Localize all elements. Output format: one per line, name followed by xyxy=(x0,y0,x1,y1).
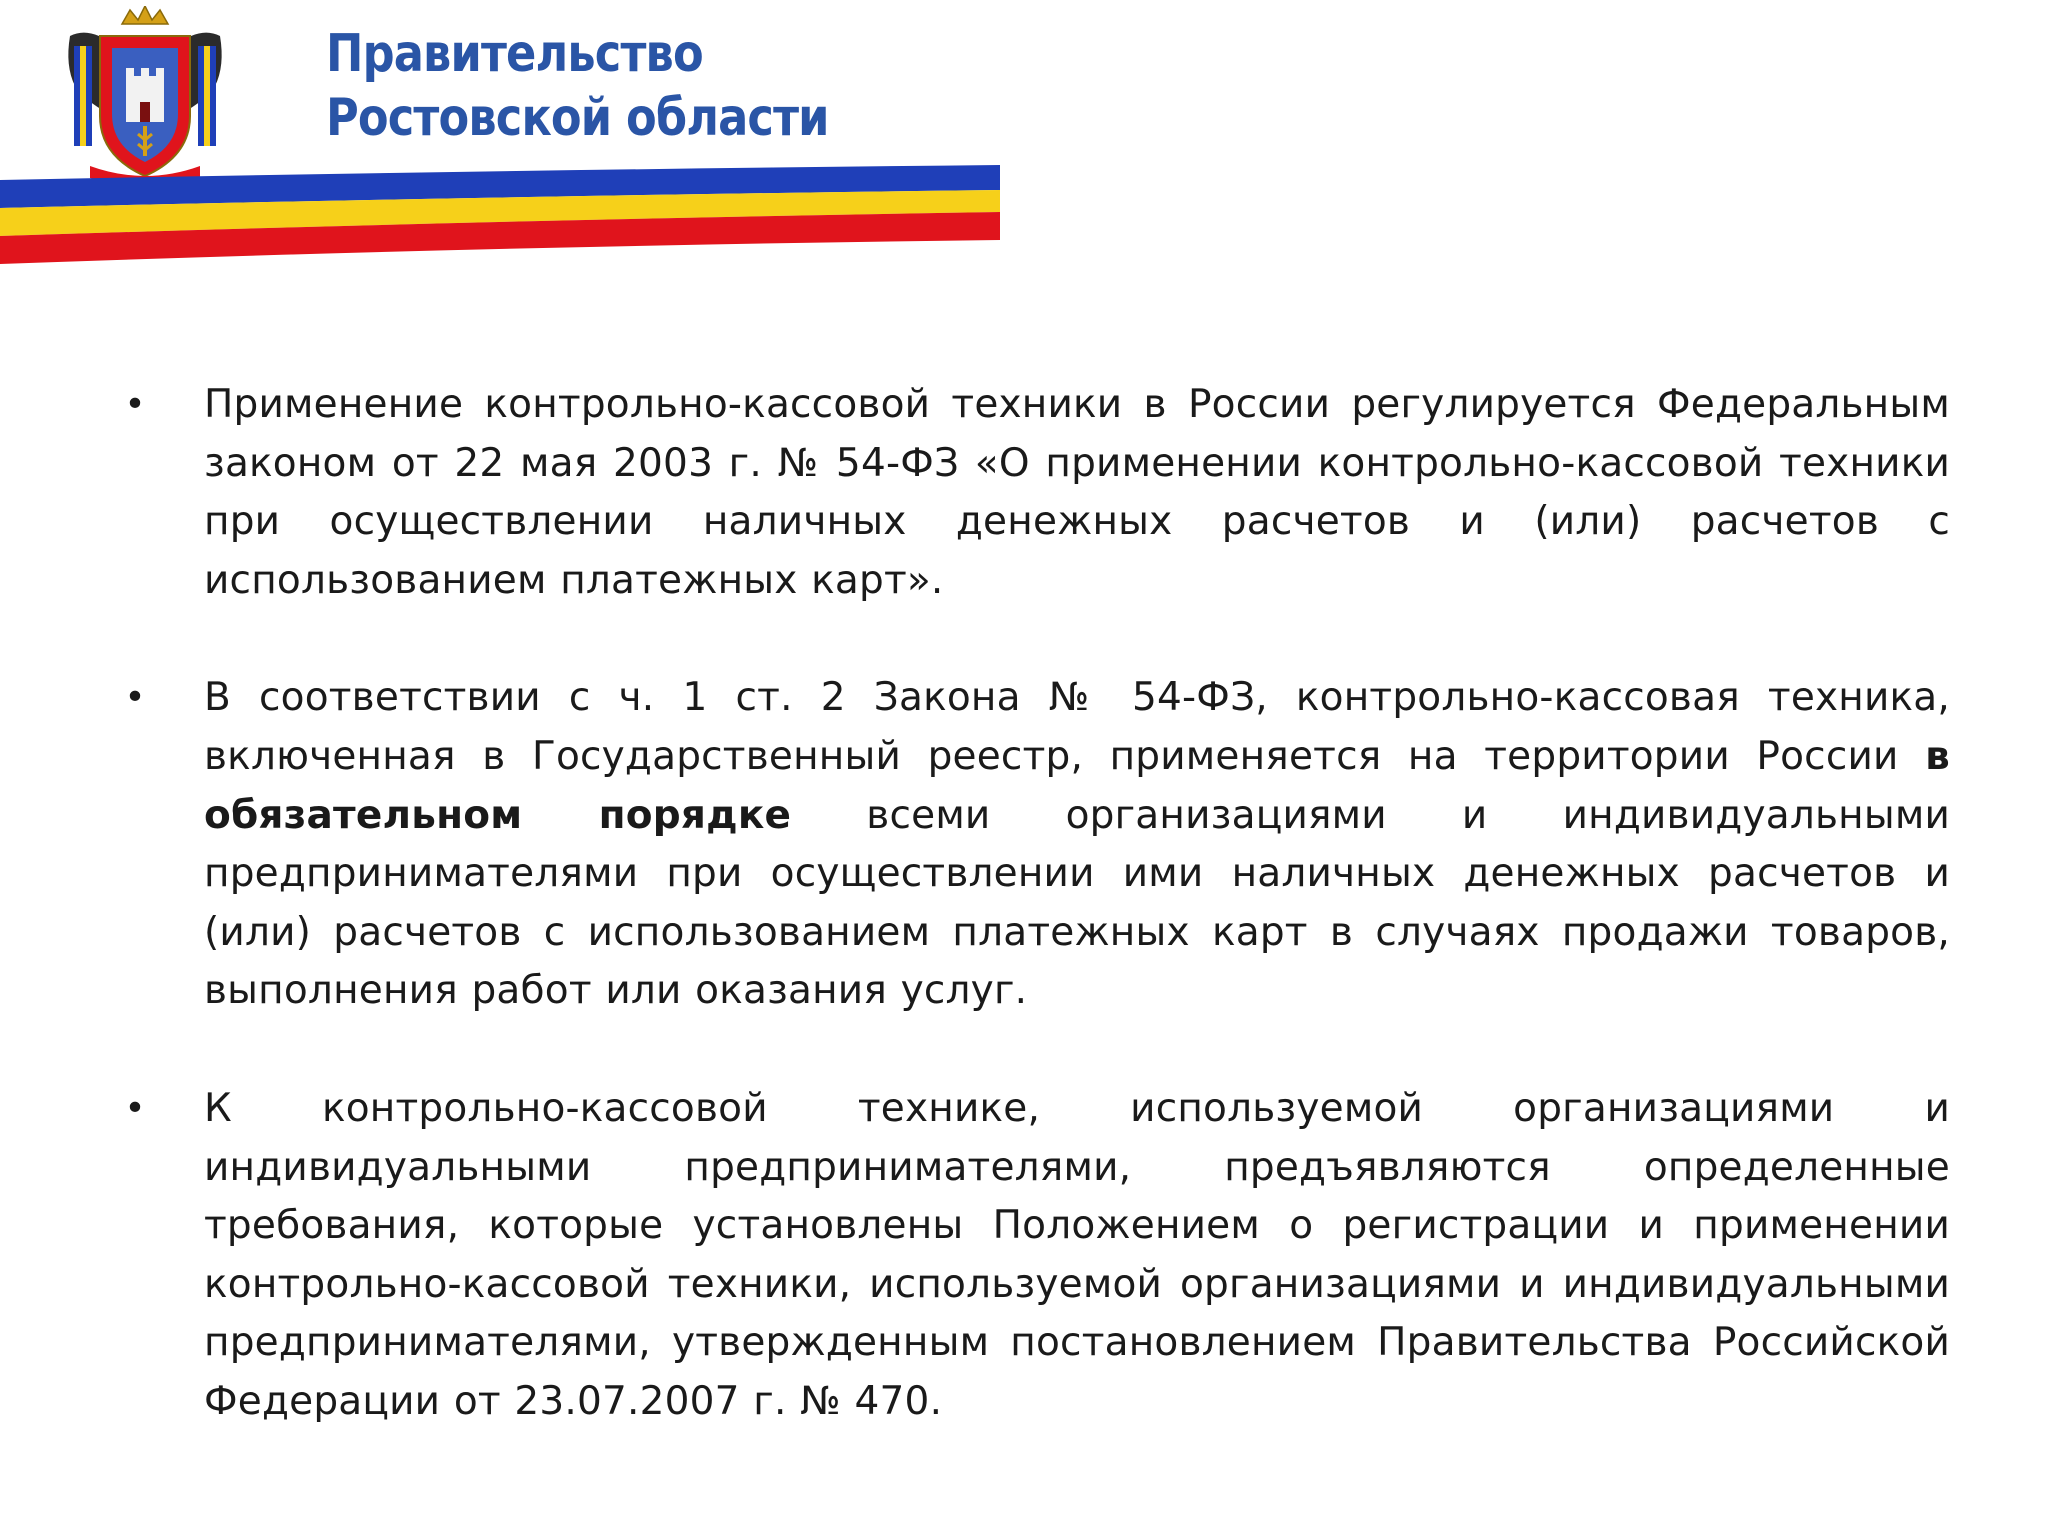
paragraph-text: К контрольно-кассовой технике, используемой организациями и индивидуальными предпринимателями, предъявляются определенные требования, которые установлены Положением о регистрации и применении контрольно-кассовой техники, используемой организациями и индивидуальными предпринимателями, утвержденным постановлением Правительства Российской Федерации от 23.07.2007 г. № 470. xyxy=(204,1085,1950,1424)
government-title-line2: Ростовской области xyxy=(326,88,829,148)
header xyxy=(0,0,1000,270)
paragraph-text xyxy=(204,669,1950,1021)
government-title-line1: Правительство xyxy=(326,24,703,84)
bullet: • xyxy=(124,384,146,425)
tricolor-ribbon xyxy=(0,160,1000,270)
list-item xyxy=(120,1080,1950,1432)
paragraph-text-end: всеми организациями и индивидуальными предпринимателями при осуществлении ими наличных денежных расчетов и (или) расчетов с использованием платежных карт в случаях продажи товаров, выполнения работ или оказания услуг. xyxy=(204,792,1951,1014)
bullet: • xyxy=(124,1087,146,1129)
list-item xyxy=(120,669,1950,1021)
paragraph-text: Применение контрольно-кассовой техники в России регулируется Федеральным законом от 22 мая 2003 г. № 54-ФЗ «О применении контрольно-кассовой техники при осуществлении наличных денежных расчетов и (или) расчетов с использованием платежных карт». xyxy=(204,382,1950,603)
paragraph-text-bold: в обязательном порядке xyxy=(204,733,1950,838)
content-list xyxy=(120,376,1950,1491)
government-title xyxy=(326,22,829,150)
list-item xyxy=(120,376,1950,610)
bullet: • xyxy=(124,677,146,719)
coat-of-arms-icon xyxy=(60,6,230,186)
paragraph-text-start: В соответствии с ч. 1 ст. 2 Закона № 54-ФЗ, контрольно-кассовая техника, включенная в Государственный реестр, применяется на территории России xyxy=(204,675,1950,779)
